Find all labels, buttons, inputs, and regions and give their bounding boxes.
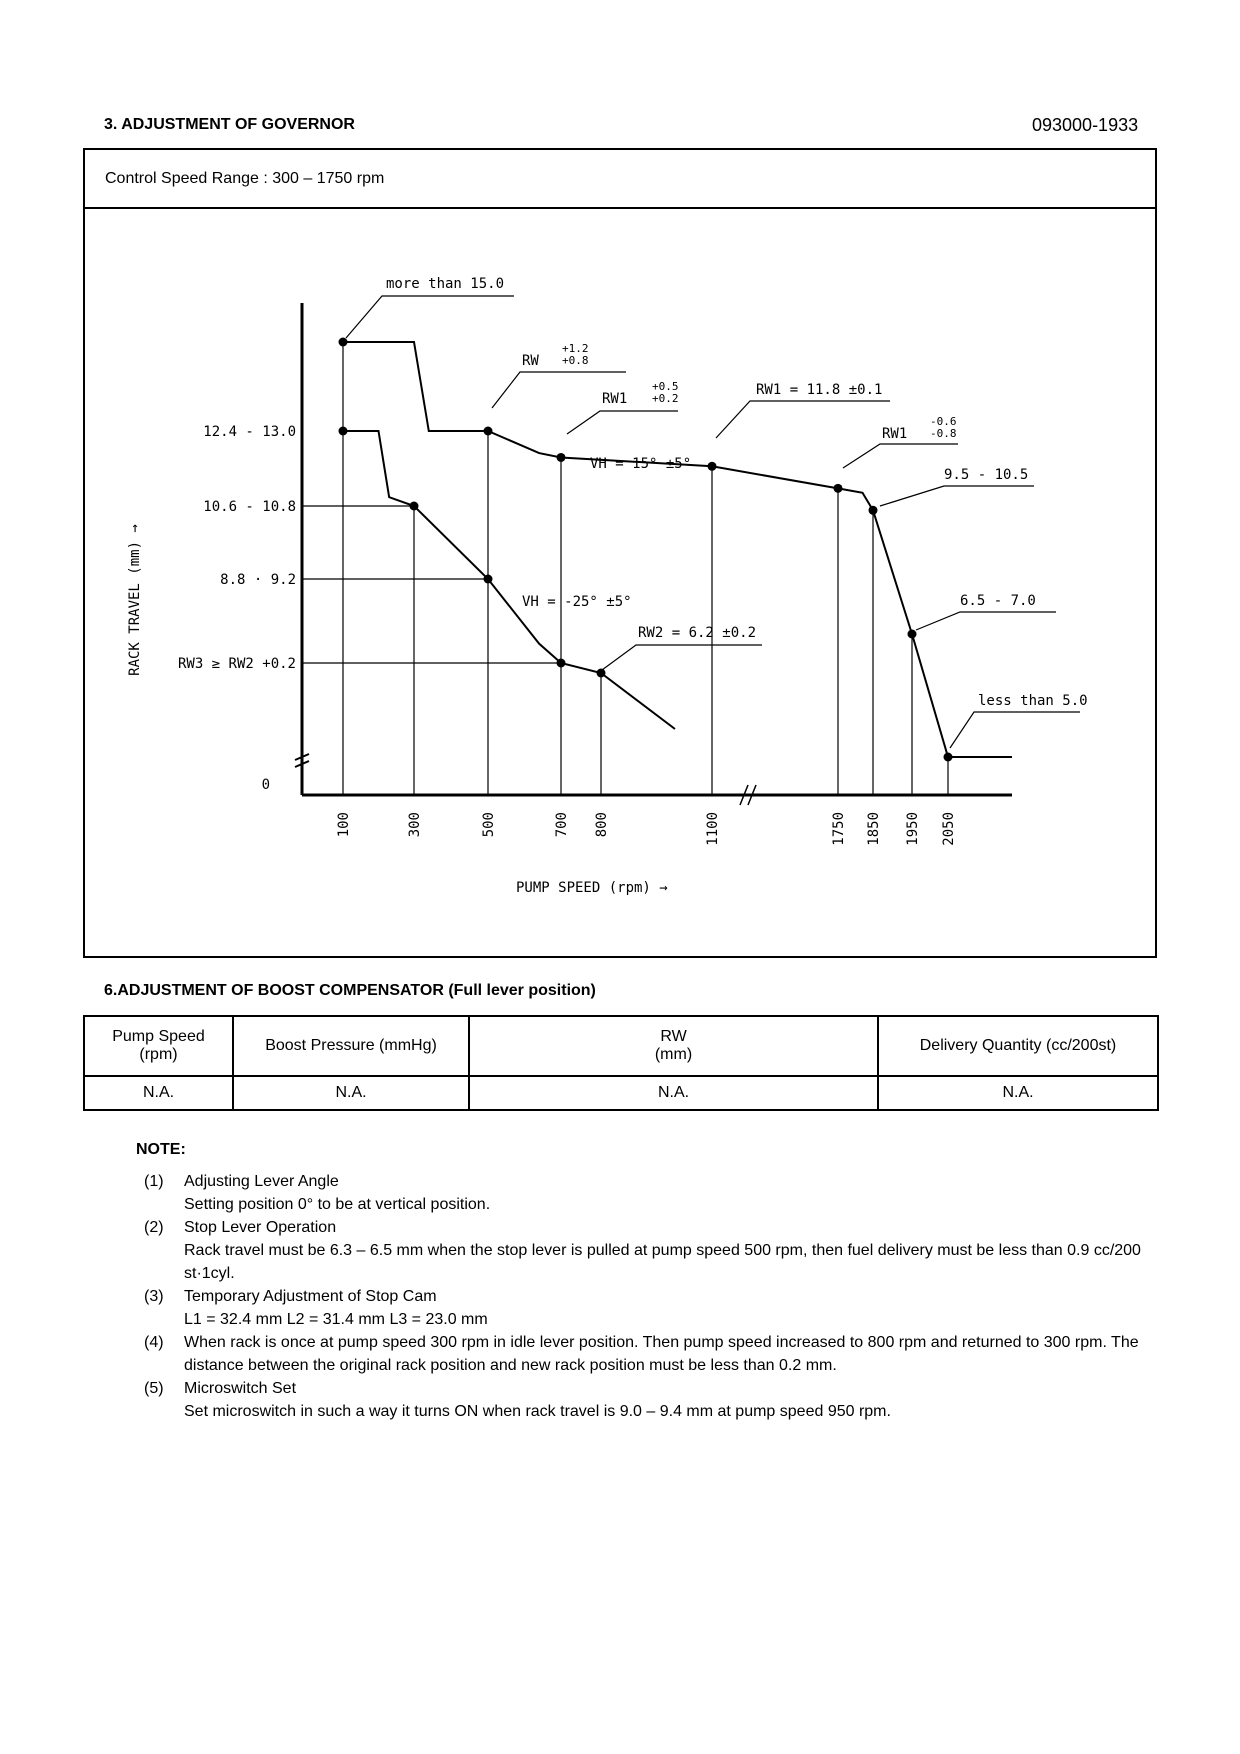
leader-line bbox=[916, 612, 1056, 630]
y-tick-label: 12.4 - 13.0 bbox=[203, 424, 296, 440]
chart-annotation: RW1 = 11.8 ±0.1 bbox=[756, 382, 883, 398]
table-cell: N.A. bbox=[469, 1076, 878, 1110]
data-point bbox=[484, 427, 493, 436]
note-item bbox=[140, 1170, 1160, 1216]
leader-line bbox=[716, 401, 890, 438]
leader-line bbox=[346, 296, 514, 338]
data-point bbox=[708, 462, 717, 471]
table-row bbox=[84, 1076, 1158, 1110]
x-tick-label: 800 bbox=[594, 812, 610, 838]
chart-annotation: 6.5 - 7.0 bbox=[960, 593, 1036, 609]
data-point bbox=[557, 453, 566, 462]
x-tick-label: 1750 bbox=[831, 812, 847, 846]
x-tick-label: 1100 bbox=[705, 812, 721, 846]
data-point bbox=[339, 427, 348, 436]
leader-line bbox=[950, 712, 1080, 748]
x-tick-label: 1850 bbox=[866, 812, 882, 846]
y-tick-label: 0 bbox=[261, 777, 270, 793]
note-heading: Temporary Adjustment of Stop Cam bbox=[184, 1288, 437, 1305]
header-pump-speed: Pump Speed (rpm) bbox=[84, 1016, 233, 1076]
data-point bbox=[557, 659, 566, 668]
chart-annotation: -0.6 bbox=[930, 415, 957, 428]
control-speed-range: Control Speed Range : 300 – 1750 rpm bbox=[85, 150, 1155, 209]
chart-annotation: RW bbox=[522, 353, 539, 369]
note-text: Rack travel must be 6.3 – 6.5 mm when the stop lever is pulled at pump speed 500 rpm, then fuel delivery must be less than 0.9 cc/200 st·1cyl. bbox=[184, 1242, 1141, 1282]
data-point bbox=[410, 502, 419, 511]
note-item bbox=[140, 1285, 1160, 1331]
x-tick-label: 700 bbox=[554, 812, 570, 838]
y-tick-label: 8.8 · 9.2 bbox=[220, 572, 296, 588]
data-point bbox=[944, 753, 953, 762]
leader-line bbox=[602, 645, 762, 670]
section-title: 3. ADJUSTMENT OF GOVERNOR bbox=[104, 116, 355, 133]
data-point bbox=[597, 669, 606, 678]
note-text: L1 = 32.4 mm L2 = 31.4 mm L3 = 23.0 mm bbox=[184, 1311, 488, 1328]
x-tick-label: 100 bbox=[336, 812, 352, 838]
header-delivery-quantity: Delivery Quantity (cc/200st) bbox=[878, 1016, 1158, 1076]
chart-annotation: +0.2 bbox=[652, 392, 679, 405]
header-boost-pressure: Boost Pressure (mmHg) bbox=[233, 1016, 469, 1076]
leader-line bbox=[880, 486, 1034, 506]
table-cell: N.A. bbox=[878, 1076, 1158, 1110]
chart-annotation: VH = 15° ±5° bbox=[590, 456, 692, 472]
chart-annotation: 9.5 - 10.5 bbox=[944, 467, 1029, 483]
leader-line bbox=[567, 411, 678, 434]
data-point bbox=[908, 630, 917, 639]
leader-line bbox=[843, 444, 958, 468]
y-axis-title: RACK TRAVEL (mm) → bbox=[127, 524, 143, 676]
data-point bbox=[339, 338, 348, 347]
chart-annotation: +0.5 bbox=[652, 380, 679, 393]
chart-annotation: VH = -25° ±5° bbox=[522, 594, 632, 610]
y-tick-label: 10.6 - 10.8 bbox=[203, 499, 296, 515]
note-number: (4) bbox=[144, 1334, 164, 1351]
document-code: 093000-1933 bbox=[1032, 115, 1139, 135]
x-tick-label: 1950 bbox=[905, 812, 921, 846]
chart-annotation: -0.8 bbox=[930, 427, 957, 440]
x-tick-label: 300 bbox=[407, 812, 423, 838]
x-tick-label: 500 bbox=[481, 812, 497, 838]
chart-annotation: RW2 = 6.2 ±0.2 bbox=[638, 625, 757, 641]
note-item bbox=[140, 1377, 1160, 1423]
note-heading: Microswitch Set bbox=[184, 1380, 297, 1397]
series-line bbox=[343, 431, 675, 729]
header-rw: RW (mm) bbox=[469, 1016, 878, 1076]
y-tick-label: RW3 ≥ RW2 +0.2 bbox=[177, 656, 296, 672]
note-item bbox=[140, 1331, 1160, 1377]
x-axis-title: PUMP SPEED (rpm) → bbox=[516, 880, 668, 896]
note-text: Set microswitch in such a way it turns ON when rack travel is 9.0 – 9.4 mm at pump speed 950 rpm. bbox=[184, 1403, 891, 1420]
chart-annotation: less than 5.0 bbox=[978, 693, 1088, 709]
data-point bbox=[834, 484, 843, 493]
notes-list bbox=[140, 1170, 1160, 1423]
note-heading: Stop Lever Operation bbox=[184, 1219, 337, 1236]
boost-table bbox=[83, 1015, 1159, 1111]
note-number: (2) bbox=[144, 1219, 164, 1236]
chart-annotation: +0.8 bbox=[562, 354, 589, 367]
data-point bbox=[869, 506, 878, 515]
note-item bbox=[140, 1216, 1160, 1285]
note-number: (3) bbox=[144, 1288, 164, 1305]
data-point bbox=[484, 575, 493, 584]
note-text: Setting position 0° to be at vertical position. bbox=[184, 1196, 491, 1213]
table-cell: N.A. bbox=[233, 1076, 469, 1110]
x-tick-label: 2050 bbox=[941, 812, 957, 846]
chart-annotation: +1.2 bbox=[562, 342, 589, 355]
chart-annotation: RW1 bbox=[602, 391, 628, 407]
note-heading: Adjusting Lever Angle bbox=[184, 1173, 339, 1190]
note-text: When rack is once at pump speed 300 rpm in idle lever position. Then pump speed increased to 800 rpm and returned to 300 rpm. The distance between the original rack position and new rack position must be less than 0.2 mm. bbox=[184, 1334, 1139, 1374]
chart-annotation: more than 15.0 bbox=[386, 276, 505, 292]
note-number: (5) bbox=[144, 1380, 164, 1397]
boost-header-row bbox=[84, 1016, 1158, 1076]
chart-annotation: RW1 bbox=[882, 426, 908, 442]
note-title: NOTE: bbox=[136, 1141, 186, 1158]
note-number: (1) bbox=[144, 1173, 164, 1190]
boost-compensator-title: 6.ADJUSTMENT OF BOOST COMPENSATOR (Full lever position) bbox=[104, 982, 596, 999]
table-cell: N.A. bbox=[84, 1076, 233, 1110]
